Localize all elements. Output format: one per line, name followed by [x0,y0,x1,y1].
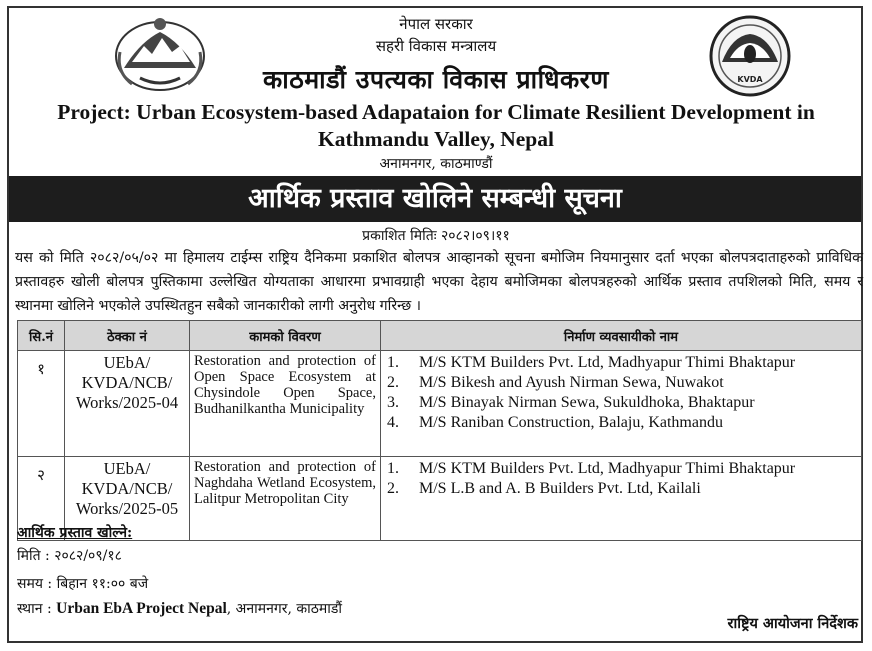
place-name: Urban EbA Project Nepal [56,600,227,617]
row-sn: २ [18,457,65,541]
project-title: Project: Urban Ecosystem-based Adapataion for Climate Resilient Development in Kathmandu Valley, Nepal [57,100,815,151]
published-date: प्रकाशित मितिः २०८२।०९।११ [362,228,510,244]
contract-line: Works/2025-04 [75,393,179,412]
contractor-num: 2. [387,374,399,391]
contractor-item [387,393,857,413]
ministry-name: सहरी विकास मन्त्रालय [375,37,497,55]
contractor-name: M/S KTM Builders Pvt. Ltd, Madhyapur Thimi Bhaktapur [419,460,796,477]
contractor-item [387,373,857,393]
contractor-num: 4. [387,414,399,431]
row-contractors [381,351,862,457]
header-work: कामको विवरण [190,321,381,351]
government-name: नेपाल सरकार [399,15,473,33]
opening-place [17,599,342,618]
notice-body: यस को मिति २०८२/०५/०२ मा हिमालय टाईम्स राष्ट्रिय दैनिकमा प्रकाशित बोलपत्र आव्हानको सूचना बमोजिम नियमानुसार दर्ता भएका बोलपत्रदाताहरुको प्राविधिक प्रस्तावहरु खोली बोलपत्र पुस्तिकामा उल्लेखित योग्यताका आधारमा प्रभावग्राही भएका देहाय बमोजिमका बोलपत्रहरुको आर्थिक प्रस्ताव तपशिलको मिति, समय र स्थानमा खोलिने भएकोले उपस्थितहुन सबैको जानकारीको लागी अनुरोध गरिन्छ । [15,250,863,314]
opening-time: समय : बिहान ११:०० बजे [17,576,149,592]
header-sn: सि.नं [18,321,65,351]
contractor-num: 1. [387,354,399,371]
authority-name: काठमाडौं उपत्यका विकास प्राधिकरण [263,65,609,94]
contractor-name: M/S Bikesh and Ayush Nirman Sewa, Nuwakot [419,374,724,391]
row-work-description: Restoration and protection of Open Space Ecosystem at Chysindole Open Space, Budhanilkantha Municipality [190,351,381,457]
contractor-item [387,413,857,433]
opening-date: मिति : २०८२/०९/१८ [17,548,122,564]
row-sn: १ [18,351,65,457]
row-work-description: Restoration and protection of Naghdaha Wetland Ecosystem, Lalitpur Metropolitan City [190,457,381,541]
opening-heading: आर्थिक प्रस्ताव खोल्ने: [17,525,133,541]
contractor-item [387,459,857,479]
notice-title: आर्थिक प्रस्ताव खोलिने सम्बन्धी सूचना [9,176,861,222]
contractor-num: 2. [387,480,399,497]
contract-line: KVDA/NCB/ [81,373,173,392]
tender-table [17,320,862,541]
place-label: स्थान : [17,601,57,617]
header-contract: ठेक्का नं [65,321,190,351]
contract-line: KVDA/NCB/ [81,479,173,498]
signatory: राष्ट्रिय आयोजना निर्देशक [727,615,858,632]
contractor-name: M/S KTM Builders Pvt. Ltd, Madhyapur Thimi Bhaktapur [419,354,796,371]
contractor-name: M/S L.B and A. B Builders Pvt. Ltd, Kailali [419,480,701,497]
contractor-name: M/S Binayak Nirman Sewa, Sukuldhoka, Bhaktapur [419,394,755,411]
header-contractors: निर्माण व्यवसायीको नाम [381,321,862,351]
contractor-item [387,479,857,499]
table-row [18,457,862,541]
contract-line: UEbA/ [103,459,151,478]
row-contractors [381,457,862,541]
place-address: , अनामनगर, काठमाडौं [226,601,343,617]
contractor-name: M/S Raniban Construction, Balaju, Kathmandu [419,414,723,431]
contract-line: Works/2025-05 [75,499,179,518]
office-address: अनामनगर, काठमाण्डौं [379,156,493,172]
contractor-item [387,353,857,373]
kvda-logo-text: KVDA [737,75,763,84]
contractor-num: 3. [387,394,399,411]
table-row [18,351,862,457]
row-contract-no [65,351,190,457]
contract-line: UEbA/ [103,353,151,372]
contractor-num: 1. [387,460,399,477]
